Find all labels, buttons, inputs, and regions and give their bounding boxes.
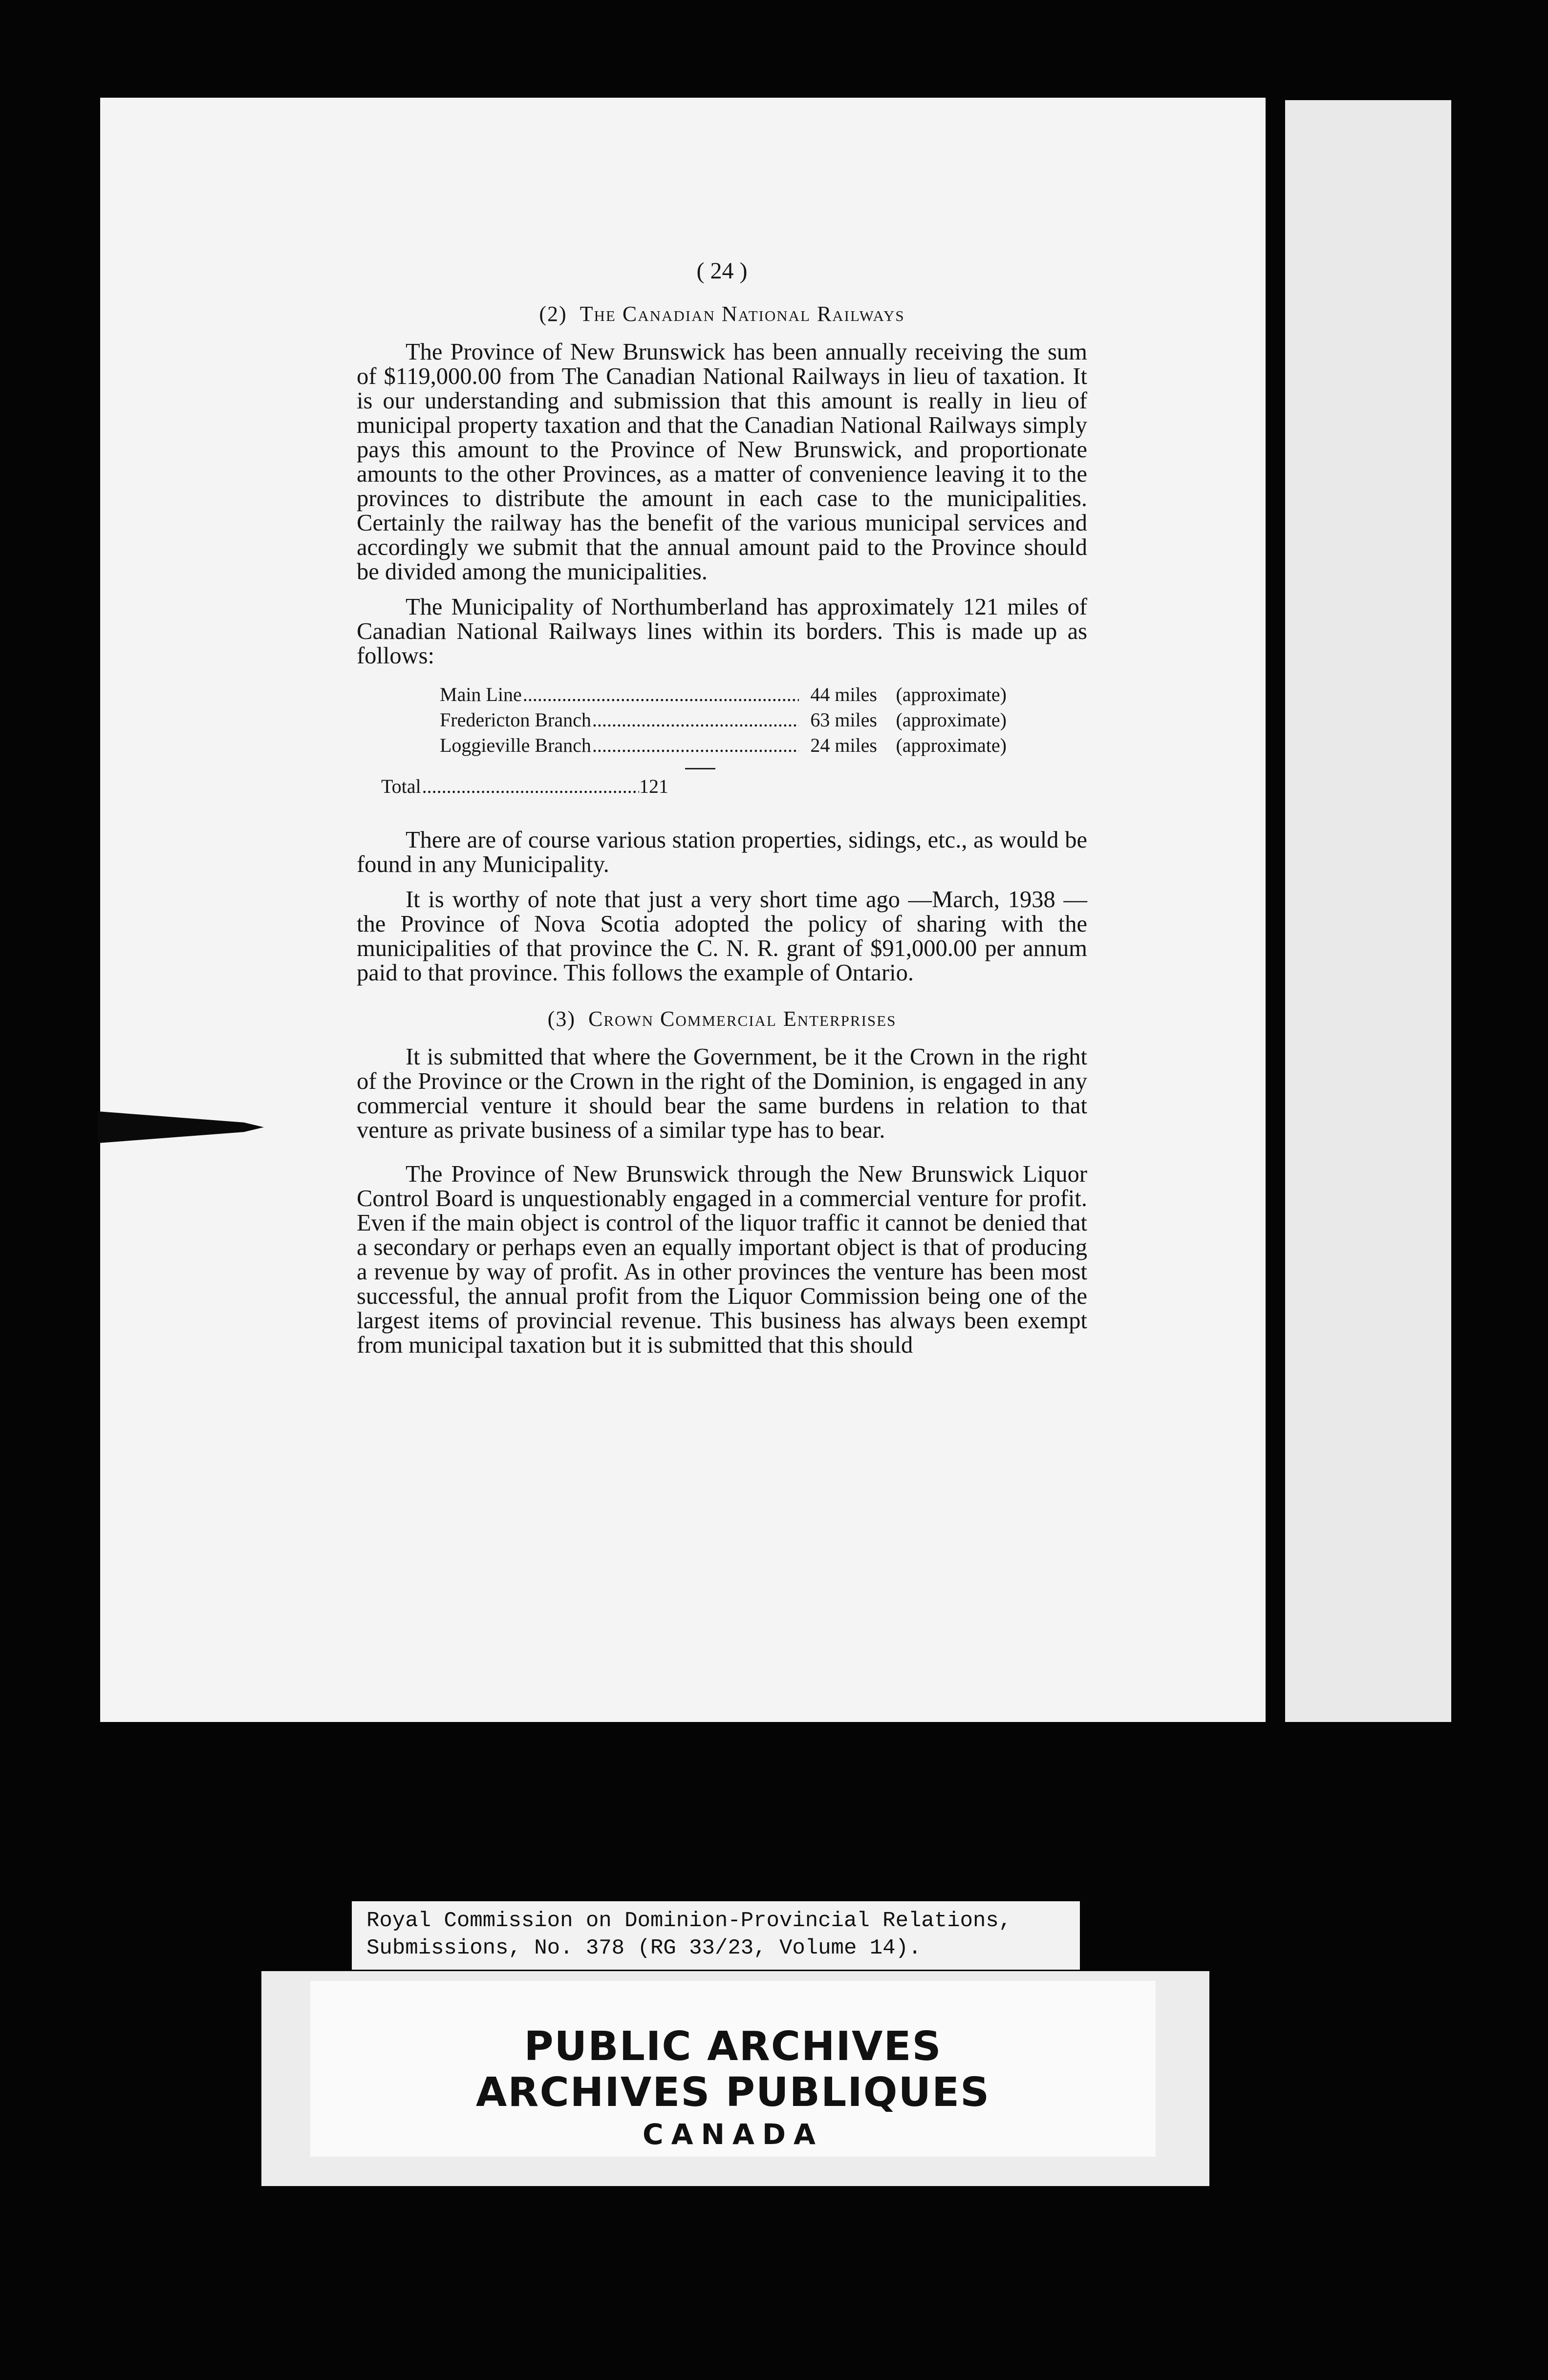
paragraph: The Municipality of Northumberland has approximately 121 miles of Canadian National Railways lines within its borders. This is made up as follows:	[357, 594, 1087, 669]
line-note: (approximate)	[896, 734, 1007, 756]
line-note: (approximate)	[896, 683, 1007, 705]
paragraph: The Province of New Brunswick through the New Brunswick Liquor Control Board is unquestionably engaged in a commercial venture for profit. Even if the main object is control of the liquor traffic it cannot be denied that a secondary or perhaps even an equally important object is that of producing a revenue by way of profit. As in other provinces the venture has been most successful, the annual profit from the Liquor Commission being one of the largest items of provincial revenue. This business has always been exempt from municipal taxation but it is submitted that this should	[357, 1161, 1087, 1358]
archive-label-line: Royal Commission on Dominion-Provincial Relations,	[366, 1909, 1012, 1933]
stamp-line-english: PUBLIC ARCHIVES	[524, 2023, 942, 2070]
line-miles: 24 miles	[810, 734, 877, 756]
section-3-number: (3)	[547, 1007, 576, 1031]
archive-label-line: Submissions, No. 378 (RG 33/23, Volume 14).	[366, 1936, 922, 1960]
total-row	[381, 774, 668, 799]
line-name: Main Line	[440, 683, 522, 705]
mileage-row	[440, 733, 1007, 758]
archives-stamp	[261, 1971, 1209, 2186]
page-text	[357, 259, 1087, 1368]
stamp-line-country: CANADA	[643, 2118, 823, 2151]
section-2-heading	[357, 302, 1087, 326]
mileage-list	[440, 682, 1007, 758]
section-3-title: Crown Commercial Enterprises	[588, 1007, 897, 1031]
total-label: Total	[381, 775, 421, 797]
section-2-title: The Canadian National Railways	[580, 302, 905, 326]
line-miles: 44 miles	[810, 683, 877, 705]
paragraph: The Province of New Brunswick has been annually receiving the sum of $119,000.00 from The Canadian National Railways in lieu of taxation. It is our understanding and submission that this amount is really in lieu of municipal property taxation and that the Canadian National Railways simply pays this amount to the Province of New Brunswick, and proportionate amounts to the other Provinces, as a matter of convenience leaving it to the provinces to distribute the amount in each case to the municipalities. Certainly the railway has the benefit of the various municipal services and accordingly we submit that the annual amount paid to the Province should be divided among the municipalities.	[357, 339, 1087, 585]
line-name: Loggieville Branch	[440, 734, 591, 756]
section-2-number: (2)	[539, 302, 567, 326]
line-name: Fredericton Branch	[440, 709, 591, 731]
paragraph: It is worthy of note that just a very short time ago —March, 1938 — the Province of Nova Scotia adopted the policy of sharing with the municipalities of that province the C. N. R. grant of $91,000.00 per annum paid to that province. This follows the example of Ontario.	[357, 887, 1087, 986]
total-rule	[685, 768, 715, 769]
stamp-line-french: ARCHIVES PUBLIQUES	[475, 2069, 990, 2116]
total-value: 121	[639, 775, 668, 797]
mileage-row	[440, 707, 1007, 733]
page-number: ( 24 )	[696, 258, 748, 284]
line-note: (approximate)	[896, 709, 1007, 731]
archive-reference-label	[352, 1901, 1080, 1970]
paragraph: It is submitted that where the Government, be it the Crown in the right of the Province or the Crown in the right of the Dominion, is engaged in any commercial venture it should bear the same burdens in relation to that venture as private business of a similar type has to bear.	[357, 1044, 1087, 1143]
line-miles: 63 miles	[810, 709, 877, 731]
paragraph: There are of course various station properties, sidings, etc., as would be found in any Municipality.	[357, 827, 1087, 877]
mileage-row	[440, 682, 1007, 707]
section-3-heading	[357, 1007, 1087, 1031]
adjacent-page-edge	[1285, 100, 1451, 1722]
